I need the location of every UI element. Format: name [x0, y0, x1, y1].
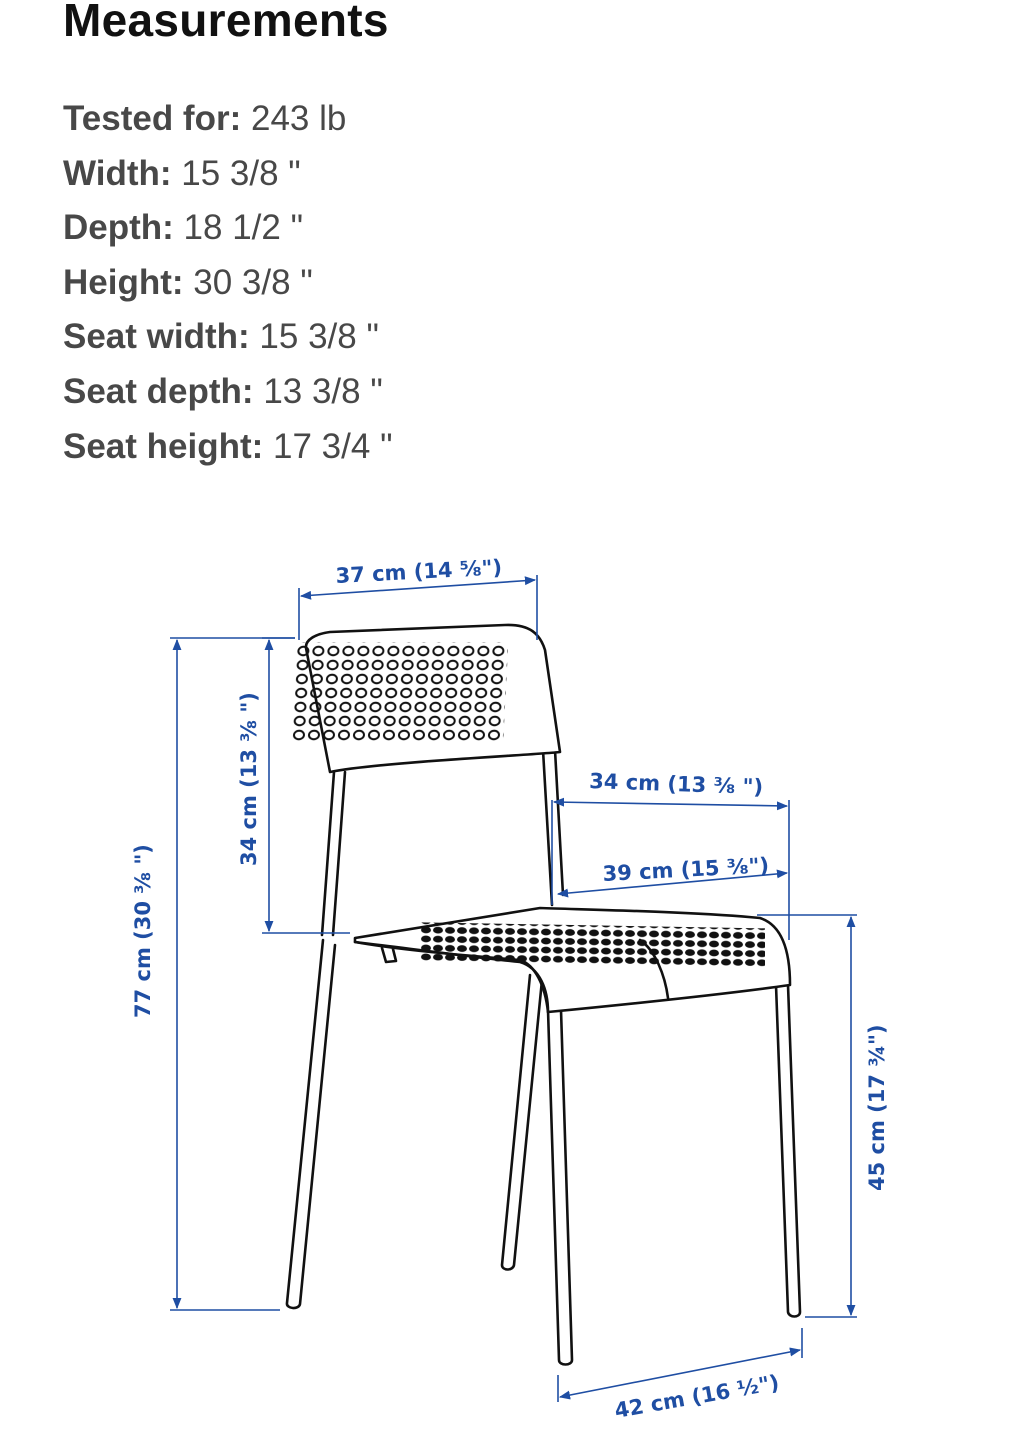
spec-label: Tested for:	[63, 99, 242, 138]
dimension-label-seat-height: 45 cm (17 ¾")	[865, 1024, 889, 1191]
back-frame-right	[543, 750, 552, 905]
spec-label: Depth:	[63, 208, 174, 248]
spec-label: Seat width:	[63, 317, 250, 357]
page-title: Measurements	[63, 0, 389, 46]
chair-drawing	[287, 625, 800, 1365]
spec-label: Seat height:	[63, 426, 264, 466]
dimension-label-backrest-width: 37 cm (14 ⅝")	[335, 555, 503, 588]
spec-label: Seat depth:	[63, 371, 254, 411]
back-frame-left-inner	[333, 772, 345, 935]
back-frame-right-inner	[555, 750, 563, 895]
spec-value: 17 3/4 "	[273, 426, 393, 466]
spec-value: 15 3/8 "	[259, 317, 379, 357]
spec-value: 30 3/8 "	[193, 262, 313, 302]
spec-value: 243 lb	[250, 99, 347, 138]
dimension-label-backrest-height: 34 cm (13 ⅜ ")	[237, 692, 261, 866]
leg-front-left	[548, 1010, 572, 1365]
spec-value: 13 3/8 "	[263, 371, 383, 411]
dimension-label-seat-depth: 34 cm (13 ⅜ ")	[588, 769, 764, 800]
back-frame-left	[322, 772, 334, 935]
spec-label: Height:	[63, 262, 184, 302]
spec-value: 15 3/8 "	[181, 153, 301, 193]
spec-label: Width:	[63, 153, 172, 193]
dimension-label-total-height: 77 cm (30 ⅜ ")	[131, 844, 155, 1018]
leg-back-left	[287, 940, 335, 1308]
spec-value: 18 1/2 "	[183, 208, 304, 248]
dimension-label-depth: 42 cm (16 ½")	[612, 1370, 781, 1423]
dimension-label-seat-width: 39 cm (15 ⅜")	[602, 853, 770, 886]
leg-back-right	[502, 975, 542, 1270]
leg-front-right	[776, 985, 800, 1317]
